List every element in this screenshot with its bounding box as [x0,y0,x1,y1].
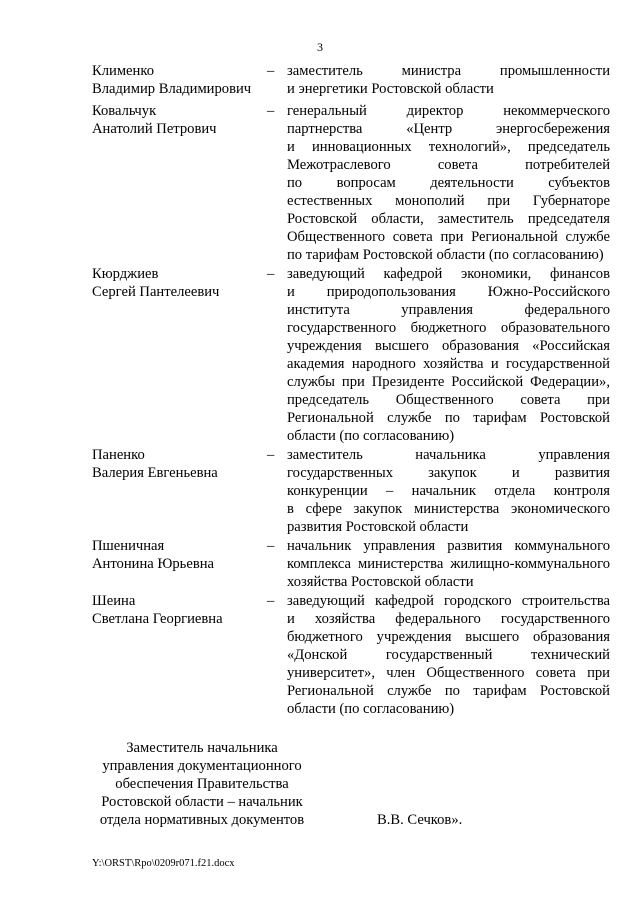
role-line: Общественного совета при Региональной службе [287,229,610,245]
role-line: Ростовской области, заместитель председателя [287,211,610,227]
member-dash: – [267,538,275,554]
role-line: заведующий кафедрой экономики, финансов [287,266,610,282]
role-line: и хозяйства федерального государственного [287,611,610,627]
role-line: по вопросам деятельности субъектов [287,175,610,191]
member-role [287,102,610,264]
page-number: 3 [317,40,323,54]
member-dash: – [267,593,275,609]
member-role [287,265,610,445]
signatory-position-line: Ростовской области – начальник [101,794,303,810]
member-name: Шеина Светлана Георгиевна [92,593,223,627]
role-line: Региональной службе по тарифам Ростовской [287,410,610,426]
signatory-position [92,739,312,829]
role-line: и энергетики Ростовской области [287,81,494,97]
role-line: Региональной службе по тарифам Ростовской [287,683,610,699]
role-line: хозяйства Ростовской области [287,574,474,590]
member-dash: – [267,447,275,463]
role-line: по тарифам Ростовской области (по согласованию) [287,247,604,263]
role-line: и природопользования Южно-Российского [287,284,610,300]
signatory-position-line: отдела нормативных документов [99,812,305,828]
role-line: института управления федерального [287,302,610,318]
role-line: заместитель министра промышленности [287,63,610,79]
member-name: Кюрджиев Сергей Пантелеевич [92,266,220,300]
role-line: партнерства «Центр энергосбережения [287,121,610,137]
role-line: учреждения высшего образования «Российская [287,338,610,354]
member-dash: – [267,266,275,282]
signatory-position-line: Заместитель начальника [126,740,278,756]
member-name: Паненко Валерия Евгеньевна [92,447,218,481]
member-dash: – [267,103,275,119]
member-role [287,592,610,718]
member-role [287,537,610,591]
member-name: Пшеничная Антонина Юрьевна [92,538,214,572]
role-line: и инновационных технологий», председатель [287,139,610,155]
role-line: государственных закупок и развития [287,465,610,481]
role-line: естественных монополий при Губернаторе [287,193,610,209]
member-role [287,62,610,98]
signatory-name: В.В. Сечков». [377,812,463,828]
role-line: в сфере закупок министерства экономического [287,501,610,517]
role-line: заведующий кафедрой городского строительства [287,593,610,609]
member-dash: – [267,63,275,79]
role-line: бюджетного учреждения высшего образования [287,629,610,645]
role-line: развития Ростовской области [287,519,469,535]
file-path-footer: Y:\ORST\Rpo\0209r071.f21.docx [92,858,235,869]
role-line: университет», член Общественного совета при [287,665,610,681]
role-line: начальник управления развития коммунального [287,538,610,554]
signatory-position-line: управления документационного [102,758,302,774]
signatory-position-line: обеспечения Правительства [115,776,289,792]
role-line: государственного бюджетного образовательного [287,320,610,336]
role-line: области (по согласованию) [287,701,455,717]
role-line: Межотраслевого совета потребителей [287,157,610,173]
member-role [287,446,610,536]
role-line: председатель Общественного совета при [287,392,610,408]
role-line: генеральный директор некоммерческого [287,103,610,119]
member-name: Ковальчук Анатолий Петрович [92,103,217,137]
member-name: Клименко Владимир Владимирович [92,63,252,97]
role-line: области (по согласованию) [287,428,455,444]
role-line: конкуренции – начальник отдела контроля [287,483,610,499]
role-line: службы при Президенте Российской Федерации», [287,374,610,390]
role-line: комплекса министерства жилищно-коммунального [287,556,610,572]
role-line: академия народного хозяйства и государственной [287,356,610,372]
role-line: «Донской государственный технический [287,647,610,663]
role-line: заместитель начальника управления [287,447,610,463]
